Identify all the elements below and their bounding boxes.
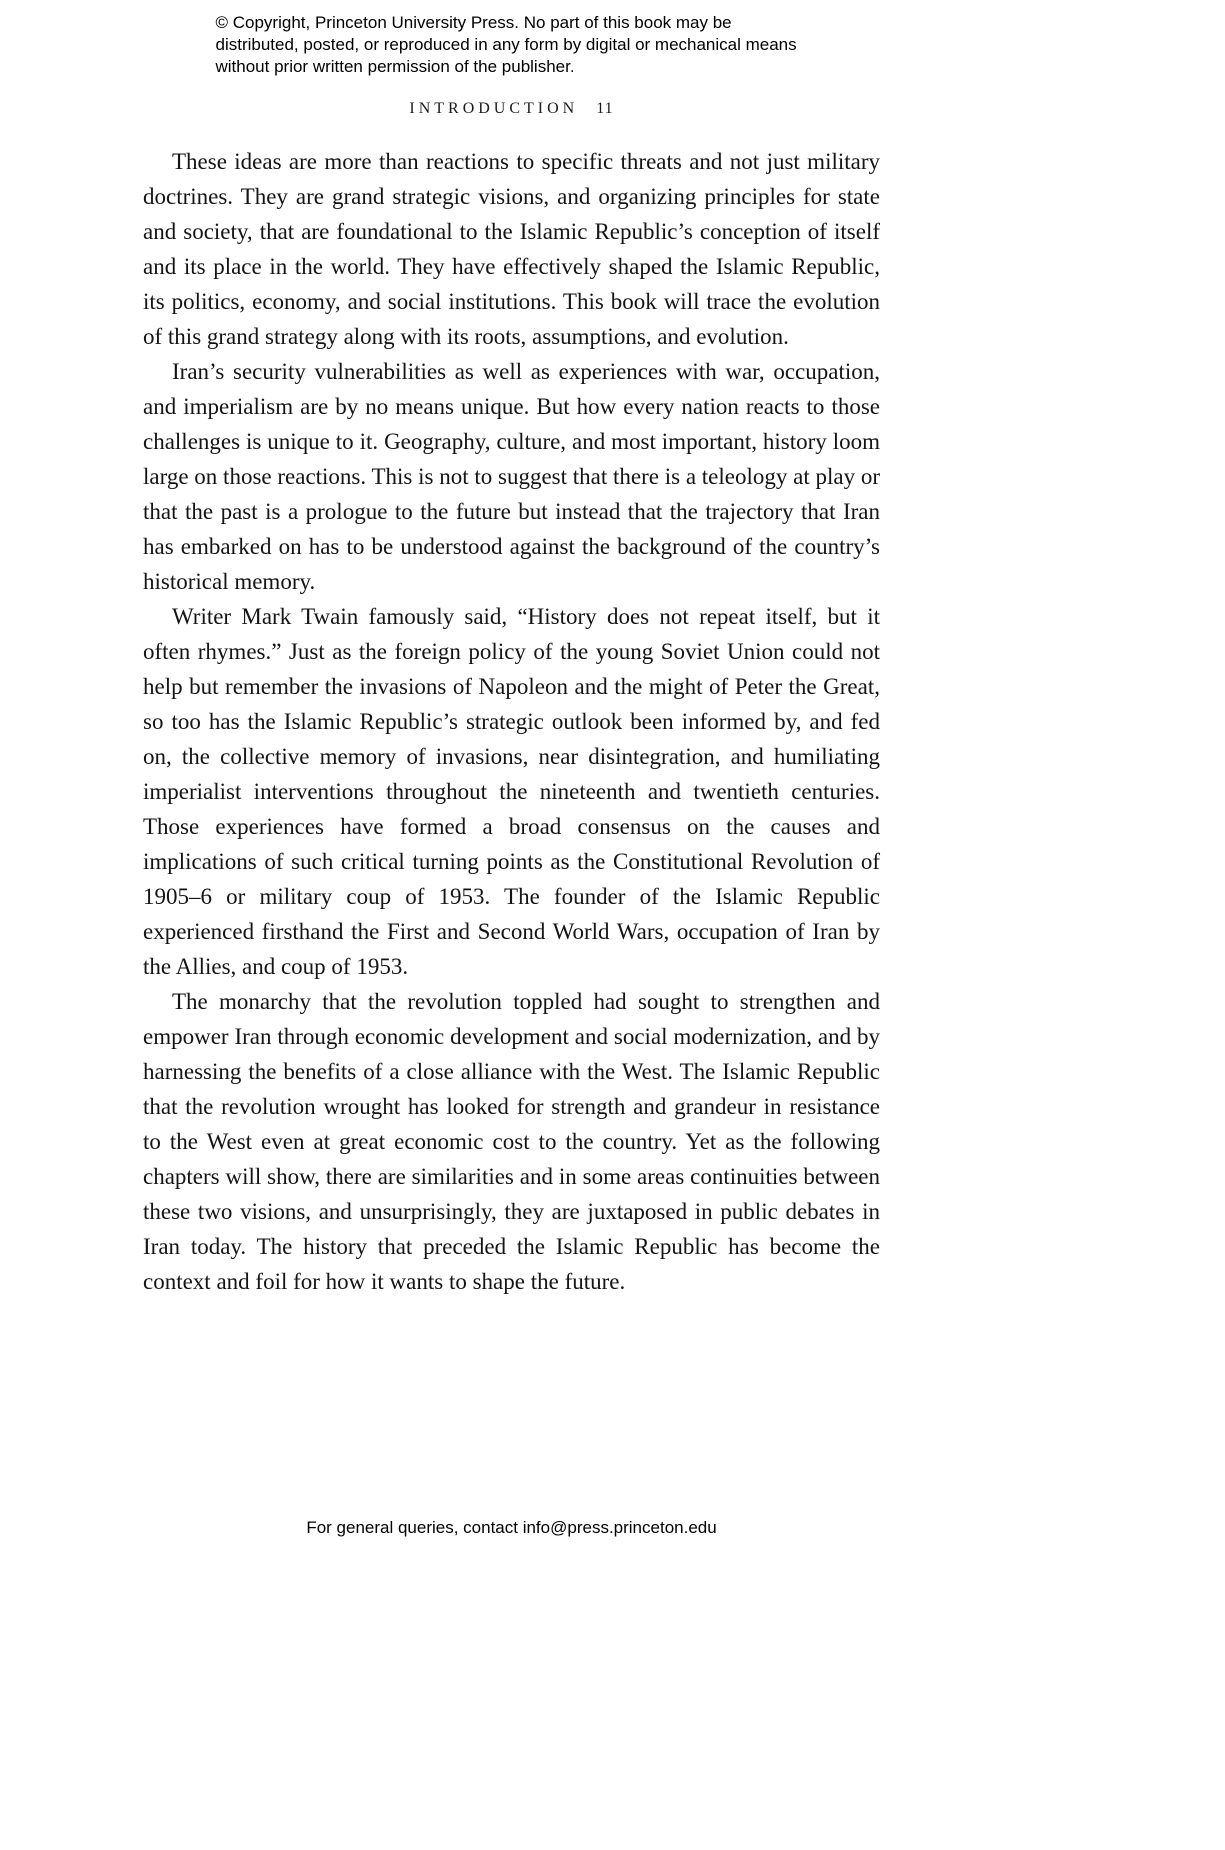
running-head-section: INTRODUCTION bbox=[409, 100, 579, 117]
body-text bbox=[143, 144, 880, 1299]
content-column bbox=[143, 0, 880, 1299]
page-number: 11 bbox=[596, 100, 614, 117]
body-paragraph: The monarchy that the revolution toppled had sought to strengthen and empower Iran through economic development and social modernization, and by harnessing the benefits of a close alliance with the West. The Islamic Republic that the revolution wrought has looked for strength and grandeur in resistance to the West even at great economic cost to the country. Yet as the following chapters will show, there are similarities and in some areas continuities between these two visions, and unsurprisingly, they are juxtaposed in public debates in Iran today. The history that preceded the Islamic Republic has become the context and foil for how it wants to shape the future. bbox=[143, 989, 880, 1294]
body-paragraph: Writer Mark Twain famously said, “History does not repeat itself, but it often rhymes.” Just as the foreign policy of the young Soviet Union could not help but remember the invasions of Napoleon and the might of Peter the Great, so too has the Islamic Republic’s strategic outlook been informed by, and fed on, the collective memory of invasions, near disintegration, and humiliating imperialist interventions throughout the nineteenth and twentieth centuries. Those experiences have formed a broad consensus on the causes and implications of such critical turning points as the Constitutional Revolution of 1905–6 or military coup of 1953. The founder of the Islamic Republic experienced firsthand the First and Second World Wars, occupation of Iran by the Allies, and coup of 1953. bbox=[143, 604, 880, 979]
running-head bbox=[143, 100, 880, 118]
body-paragraph: Iran’s security vulnerabilities as well as experiences with war, occupation, and imperialism are by no means unique. But how every nation reacts to those challenges is unique to it. Geography, culture, and most important, history loom large on those reactions. This is not to suggest that there is a teleology at play or that the past is a prologue to the future but instead that the trajectory that Iran has embarked on has to be understood against the background of the country’s historical memory. bbox=[143, 359, 880, 594]
body-paragraph: These ideas are more than reactions to specific threats and not just military doctrines. They are grand strategic visions, and organizing principles for state and society, that are foundational to the Islamic Republic’s conception of itself and its place in the world. They have effectively shaped the Islamic Republic, its politics, economy, and social institutions. This book will trace the evolution of this grand strategy along with its roots, assumptions, and evolution. bbox=[143, 149, 880, 349]
footer-contact: For general queries, contact info@press.princeton.edu bbox=[306, 1518, 717, 1537]
copyright-notice: © Copyright, Princeton University Press. No part of this book may be distributed, posted, or reproduced in any form by digital or mechanical means without prior written permission of the publisher. bbox=[215, 13, 797, 76]
